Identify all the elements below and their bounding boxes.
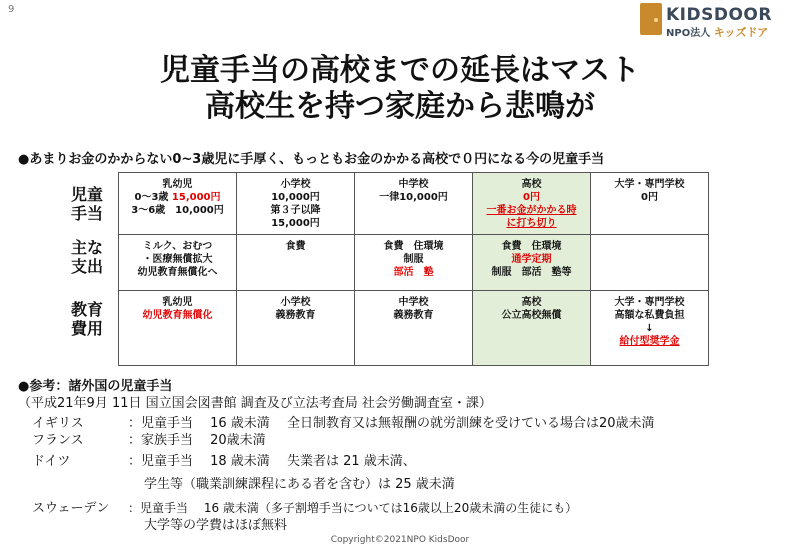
title-line-2: 高校生を持つ家庭から悲鳴が: [205, 89, 595, 124]
row-label-education: 教育 費用: [70, 300, 103, 338]
logo-brand: KIDSDOOR: [666, 5, 772, 25]
allowance-comparison-table: [118, 172, 709, 366]
country-germany-detail-1: ：児童手当 18 歳未満 失業者は 21 歳未満、: [128, 454, 416, 469]
cell-education-university: 大学・専門学校 高額な私費負担 ↓ 給付型奨学金: [591, 291, 709, 366]
down-arrow-icon: ↓: [645, 323, 654, 334]
table-row-allowance: [119, 173, 709, 235]
cell-education-infant: 乳幼児 幼児教育無償化: [119, 291, 237, 366]
intro-bullet: ●あまりお金のかからない0~3歳児に手厚く、もっともお金のかかる高校で０円になる今の児童手当: [18, 152, 605, 167]
country-germany: ドイツ: [32, 454, 71, 469]
logo-subtitle: NPO法人 キッズドア: [666, 26, 769, 39]
table-row-expense: [119, 235, 709, 291]
reference-section: [18, 378, 492, 412]
cell-education-junior-high: 中学校 義務教育: [355, 291, 473, 366]
country-uk: イギリス: [32, 416, 84, 431]
row-label-allowance: 児童 手当: [70, 185, 103, 223]
country-france: フランス: [32, 433, 84, 448]
cell-allowance-university: 大学・専門学校 0円: [591, 173, 709, 235]
cell-expense-university: [591, 235, 709, 291]
country-sweden-detail-2: 大学等の学費はほぼ無料: [144, 518, 288, 533]
cell-allowance-junior-high: 中学校 一律10,000円: [355, 173, 473, 235]
row-label-expense: 主な 支出: [70, 238, 103, 276]
country-uk-detail: ：児童手当 16 歳未満 全日制教育又は無報酬の就労訓練を受けている場合は20歳未満: [128, 416, 655, 431]
country-sweden-detail-1: ：児童手当 16 歳未満（多子割増手当については16歳以上20歳未満の生徒にも）: [128, 501, 578, 515]
slide-number: 9: [8, 4, 15, 15]
country-france-detail: ：家族手当 20歳未満: [128, 433, 266, 448]
copyright: Copyright©2021NPO KidsDoor: [330, 535, 470, 545]
cell-expense-junior-high: 食費 住環境 制服 部活 塾: [355, 235, 473, 291]
reference-heading: ●参考：諸外国の児童手当: [18, 379, 173, 394]
cell-allowance-high-school: 高校 0円 一番お金がかかる時 に打ち切り: [473, 173, 591, 235]
cell-allowance-elementary: 小学校 10,000円 第３子以降 15,000円: [237, 173, 355, 235]
table-row-education: [119, 291, 709, 366]
cell-education-elementary: 小学校 義務教育: [237, 291, 355, 366]
door-icon: [640, 3, 662, 35]
cell-expense-elementary: 食費: [237, 235, 355, 291]
country-sweden: スウェーデン: [32, 501, 110, 516]
title-line-1: 児童手当の高校までの延長はマスト: [160, 53, 640, 88]
cell-allowance-infant: 乳幼児 0～3歳 15,000円 3～6歳 10,000円: [119, 173, 237, 235]
cell-expense-infant: ミルク、おむつ ・医療無償拡大 幼児教育無償化へ: [119, 235, 237, 291]
kidsdoor-logo: [640, 3, 790, 41]
reference-source: （平成21年9月 11日 国立国会図書館 調査及び立法考査局 社会労働調査室・課）: [18, 396, 492, 411]
cell-education-high-school: 高校 公立高校無償: [473, 291, 591, 366]
cell-expense-high-school: 食費 住環境 通学定期 制服 部活 塾等: [473, 235, 591, 291]
country-germany-detail-2: 学生等（職業訓練課程にある者を含む）は 25 歳未満: [144, 477, 455, 492]
